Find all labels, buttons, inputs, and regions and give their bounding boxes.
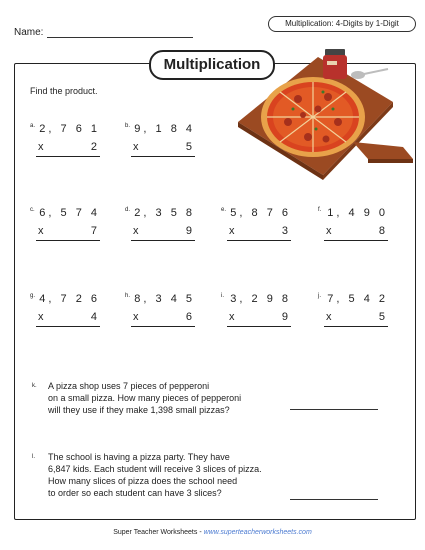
- problem-label: j.: [318, 293, 321, 299]
- answer-line[interactable]: [324, 240, 388, 241]
- multiplicand: 2, 7 6 1: [39, 123, 100, 135]
- topic-badge: Multiplication: 4-Digits by 1-Digit: [268, 16, 416, 32]
- multiplicand: 1, 4 9 0: [327, 207, 388, 219]
- word-problem-line: The school is having a pizza party. They have: [48, 452, 230, 462]
- times-symbol: x: [133, 141, 139, 153]
- answer-line[interactable]: [131, 240, 195, 241]
- multiplier: 4: [90, 311, 97, 323]
- answer-line[interactable]: [36, 240, 100, 241]
- problem-label: c.: [30, 207, 35, 213]
- problem-h: [125, 293, 195, 338]
- answer-line[interactable]: [324, 326, 388, 327]
- answer-line[interactable]: [131, 326, 195, 327]
- word-problem-line: A pizza shop uses 7 pieces of pepperoni: [48, 381, 210, 391]
- problem-a: [30, 123, 100, 168]
- multiplier: 5: [185, 141, 192, 153]
- problem-label: f.: [318, 207, 322, 213]
- answer-line[interactable]: [227, 326, 291, 327]
- name-field-line[interactable]: [47, 37, 193, 38]
- problem-label: d.: [125, 207, 131, 213]
- word-problem-line: on a small pizza. How many pieces of pepperoni: [48, 393, 242, 403]
- times-symbol: x: [38, 141, 44, 153]
- times-symbol: x: [229, 225, 235, 237]
- footer: [0, 529, 425, 536]
- pizza-on-cutting-board-icon: [228, 47, 418, 202]
- times-symbol: x: [38, 311, 44, 323]
- problem-j: [318, 293, 388, 338]
- multiplier: 9: [281, 311, 288, 323]
- word-problem-line: to order so each student can have 3 slices?: [48, 488, 222, 498]
- problem-i: [221, 293, 291, 338]
- problem-label: a.: [30, 123, 36, 129]
- times-symbol: x: [133, 311, 139, 323]
- times-symbol: x: [326, 311, 332, 323]
- multiplier: 9: [185, 225, 192, 237]
- multiplier: 3: [281, 225, 288, 237]
- problem-d: [125, 207, 195, 252]
- problem-label: k.: [32, 383, 37, 389]
- multiplicand: 9, 1 8 4: [134, 123, 195, 135]
- instruction-text: Find the product.: [30, 86, 98, 96]
- answer-line[interactable]: [131, 156, 195, 157]
- footer-url-link[interactable]: www.superteacherworksheets.com: [203, 529, 312, 536]
- times-symbol: x: [38, 225, 44, 237]
- multiplicand: 8, 3 4 5: [134, 293, 195, 305]
- name-label: Name:: [14, 27, 44, 38]
- multiplicand: 5, 8 7 6: [230, 207, 291, 219]
- multiplicand: 2, 3 5 8: [134, 207, 195, 219]
- word-problem-line: will they use if they make 1,398 small pizzas?: [48, 405, 230, 415]
- multiplicand: 7, 5 4 2: [327, 293, 388, 305]
- problem-label: l.: [32, 454, 35, 460]
- problem-label: e.: [221, 207, 227, 213]
- multiplier: 7: [90, 225, 97, 237]
- answer-line-k[interactable]: [290, 409, 378, 410]
- footer-brand: Super Teacher Worksheets: [113, 529, 198, 536]
- word-problem-k: [32, 380, 242, 416]
- answer-line[interactable]: [227, 240, 291, 241]
- footer-separator: -: [197, 529, 204, 536]
- problem-b: [125, 123, 195, 168]
- answer-line[interactable]: [36, 326, 100, 327]
- problem-g: [30, 293, 100, 338]
- problem-c: [30, 207, 100, 252]
- multiplicand: 3, 2 9 8: [230, 293, 291, 305]
- multiplier: 5: [378, 311, 385, 323]
- times-symbol: x: [133, 225, 139, 237]
- times-symbol: x: [229, 311, 235, 323]
- word-problem-l: [32, 451, 262, 499]
- multiplicand: 6, 5 7 4: [39, 207, 100, 219]
- multiplier: 6: [185, 311, 192, 323]
- problem-e: [221, 207, 291, 252]
- problem-label: b.: [125, 123, 131, 129]
- page-title: Multiplication: [149, 50, 275, 80]
- times-symbol: x: [326, 225, 332, 237]
- problem-f: [318, 207, 388, 252]
- problem-label: h.: [125, 293, 131, 299]
- answer-line-l[interactable]: [290, 499, 378, 500]
- answer-line[interactable]: [36, 156, 100, 157]
- multiplier: 2: [90, 141, 97, 153]
- multiplier: 8: [378, 225, 385, 237]
- word-problem-line: How many slices of pizza does the school need: [48, 476, 238, 486]
- problem-label: i.: [221, 293, 224, 299]
- word-problem-line: 6,847 kids. Each student will receive 3 slices of pizza.: [48, 464, 262, 474]
- problem-label: g.: [30, 293, 36, 299]
- multiplicand: 4, 7 2 6: [39, 293, 100, 305]
